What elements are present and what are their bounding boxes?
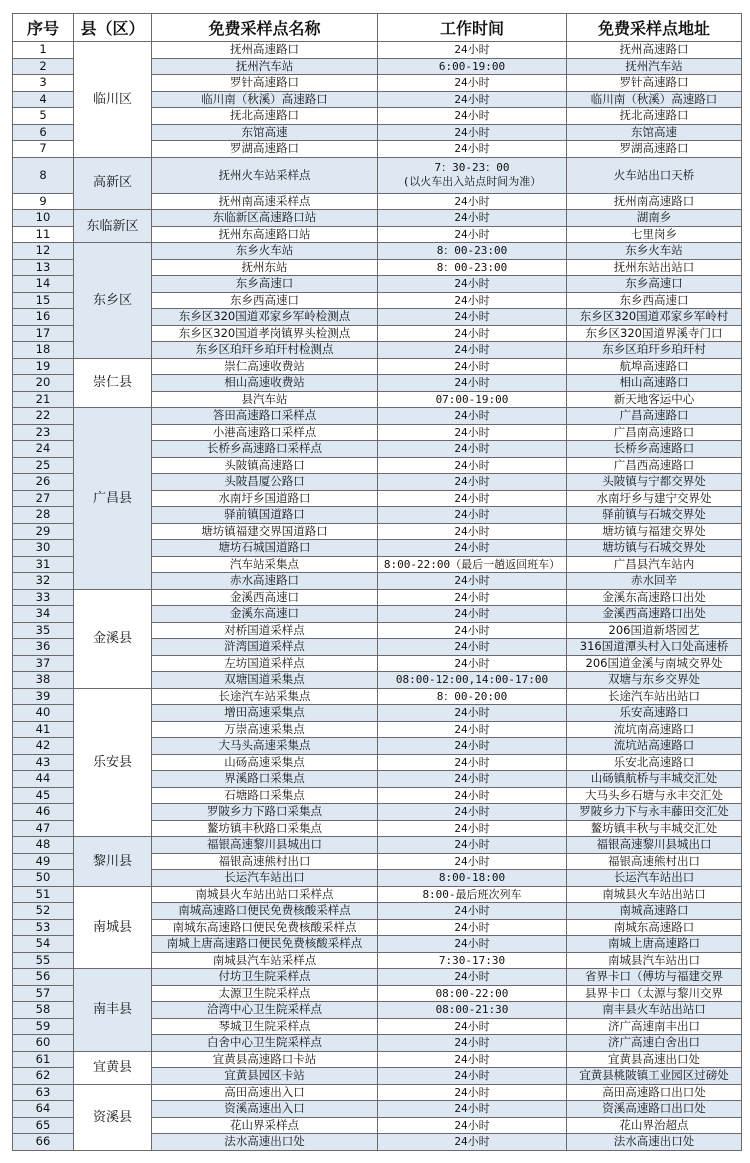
table-header-row (13, 14, 742, 42)
row-seq: 25 (13, 457, 74, 474)
row-seq: 26 (13, 474, 74, 491)
row-seq: 58 (13, 1002, 74, 1019)
site-name: 长途汽车站采集点 (152, 688, 378, 705)
site-name: 驿前镇国道路口 (152, 507, 378, 524)
site-name: 汽车站采集点 (152, 556, 378, 573)
work-time: 24小时 (378, 589, 567, 606)
work-time: 24小时 (378, 606, 567, 623)
site-address: 流坑站高速路口 (567, 738, 742, 755)
site-name: 高田高速出入口 (152, 1084, 378, 1101)
district-cell: 崇仁县 (74, 358, 152, 408)
site-name: 罗湖高速路口 (152, 141, 378, 158)
work-time: 8:00-22:00（最后一趟返回班车） (378, 556, 567, 573)
work-time: 24小时 (378, 804, 567, 821)
site-name: 金溪西高速口 (152, 589, 378, 606)
site-name: 花山界采样点 (152, 1117, 378, 1134)
table-row (13, 837, 742, 854)
site-address: 长桥乡高速路口 (567, 441, 742, 458)
work-time: 24小时 (378, 193, 567, 210)
row-seq: 47 (13, 820, 74, 837)
row-seq: 16 (13, 309, 74, 326)
table-row (13, 589, 742, 606)
row-seq: 53 (13, 919, 74, 936)
row-seq: 12 (13, 243, 74, 260)
site-address: 双塘与东乡交界处 (567, 672, 742, 689)
site-address: 流坑南高速路口 (567, 721, 742, 738)
work-time: 8：00-20:00 (378, 688, 567, 705)
site-name: 东乡区320国道邓家乡军岭检测点 (152, 309, 378, 326)
work-time: 7：30-23：00 (以火车出入站点时间为准） (378, 157, 567, 193)
row-seq: 48 (13, 837, 74, 854)
row-seq: 8 (13, 157, 74, 193)
site-name: 抚州南高速采样点 (152, 193, 378, 210)
work-time: 24小时 (378, 325, 567, 342)
row-seq: 66 (13, 1134, 74, 1151)
site-address: 塘坊镇与福建交界处 (567, 523, 742, 540)
site-name: 南城东高速路口便民免费核酸采样点 (152, 919, 378, 936)
table-row (13, 1084, 742, 1101)
row-seq: 34 (13, 606, 74, 623)
site-address: 航埠高速路口 (567, 358, 742, 375)
row-seq: 42 (13, 738, 74, 755)
district-cell: 金溪县 (74, 589, 152, 688)
header-seq: 序号 (13, 14, 74, 42)
site-name: 长桥乡高速路口采样点 (152, 441, 378, 458)
row-seq: 17 (13, 325, 74, 342)
site-name: 罗针高速路口 (152, 75, 378, 92)
work-time: 24小时 (378, 622, 567, 639)
district-cell: 乐安县 (74, 688, 152, 837)
table-row (13, 42, 742, 59)
site-address: 东乡区320国道邓家乡军岭村 (567, 309, 742, 326)
site-name: 对桥国道采样点 (152, 622, 378, 639)
work-time: 24小时 (378, 441, 567, 458)
site-name: 抚州东高速路口站 (152, 226, 378, 243)
work-time: 24小时 (378, 490, 567, 507)
row-seq: 14 (13, 276, 74, 293)
work-time: 24小时 (378, 358, 567, 375)
site-address: 长途汽车站出站口 (567, 688, 742, 705)
site-address: 大马头乡石塘与永丰交汇处 (567, 787, 742, 804)
sampling-sites-table (12, 13, 742, 1151)
site-address: 赤水回辛 (567, 573, 742, 590)
work-time: 24小时 (378, 1018, 567, 1035)
work-time: 24小时 (378, 507, 567, 524)
table-row (13, 358, 742, 375)
site-address: 广昌西高速路口 (567, 457, 742, 474)
site-address: 济广高速白舍出口 (567, 1035, 742, 1052)
table-row (13, 210, 742, 227)
work-time: 07:00-19:00 (378, 391, 567, 408)
row-seq: 60 (13, 1035, 74, 1052)
site-name: 东乡火车站 (152, 243, 378, 260)
row-seq: 43 (13, 754, 74, 771)
site-name: 大马头高速采集点 (152, 738, 378, 755)
site-name: 宜黄县高速路口卡站 (152, 1051, 378, 1068)
work-time: 24小时 (378, 474, 567, 491)
work-time: 24小时 (378, 721, 567, 738)
row-seq: 2 (13, 58, 74, 75)
work-time: 24小时 (378, 276, 567, 293)
work-time: 24小时 (378, 1068, 567, 1085)
district-cell: 宜黄县 (74, 1051, 152, 1084)
site-address: 宜黄县高速出口处 (567, 1051, 742, 1068)
work-time: 24小时 (378, 375, 567, 392)
row-seq: 50 (13, 870, 74, 887)
work-time: 24小时 (378, 457, 567, 474)
district-cell: 南丰县 (74, 969, 152, 1052)
site-name: 东馆高速 (152, 124, 378, 141)
site-name: 抚北高速路口 (152, 108, 378, 125)
row-seq: 38 (13, 672, 74, 689)
row-seq: 7 (13, 141, 74, 158)
site-address: 福银高速黎川县城出口 (567, 837, 742, 854)
table-row (13, 243, 742, 260)
work-time: 08:00-22:00 (378, 985, 567, 1002)
site-address: 塘坊镇与石城交界处 (567, 540, 742, 557)
row-seq: 37 (13, 655, 74, 672)
row-seq: 21 (13, 391, 74, 408)
work-time: 6:00-19:00 (378, 58, 567, 75)
work-time: 08:00-21:30 (378, 1002, 567, 1019)
work-time: 8：00-23:00 (378, 259, 567, 276)
row-seq: 32 (13, 573, 74, 590)
site-address: 鳌坊镇丰秋与丰城交汇处 (567, 820, 742, 837)
header-district: 县（区） (74, 14, 152, 42)
row-seq: 62 (13, 1068, 74, 1085)
site-name: 头陂镇高速路口 (152, 457, 378, 474)
district-cell: 广昌县 (74, 408, 152, 590)
site-address: 东乡区320国道界溪寺门口 (567, 325, 742, 342)
site-address: 乐安高速路口 (567, 705, 742, 722)
row-seq: 51 (13, 886, 74, 903)
site-name: 浒湾国道采样点 (152, 639, 378, 656)
work-time: 24小时 (378, 1134, 567, 1151)
site-address: 七里岗乡 (567, 226, 742, 243)
table-row (13, 157, 742, 193)
work-time: 24小时 (378, 408, 567, 425)
site-address: 省界卡口（傅坊与福建交界 (567, 969, 742, 986)
site-name: 洽湾中心卫生院采样点 (152, 1002, 378, 1019)
work-time: 24小时 (378, 705, 567, 722)
site-name: 东临新区高速路口站 (152, 210, 378, 227)
site-name: 头陂昌厦公路口 (152, 474, 378, 491)
work-time: 24小时 (378, 91, 567, 108)
work-time: 24小时 (378, 820, 567, 837)
site-name: 左坊国道采样点 (152, 655, 378, 672)
work-time: 24小时 (378, 936, 567, 953)
site-address: 东乡西高速口 (567, 292, 742, 309)
row-seq: 52 (13, 903, 74, 920)
row-seq: 61 (13, 1051, 74, 1068)
site-address: 头陂镇与宁都交界处 (567, 474, 742, 491)
row-seq: 45 (13, 787, 74, 804)
site-address: 抚州汽车站 (567, 58, 742, 75)
site-address: 罗陂乡力下与永丰藤田交汇处 (567, 804, 742, 821)
work-time: 24小时 (378, 639, 567, 656)
row-seq: 31 (13, 556, 74, 573)
row-seq: 27 (13, 490, 74, 507)
work-time: 24小时 (378, 342, 567, 359)
site-address: 福银高速熊村出口 (567, 853, 742, 870)
row-seq: 39 (13, 688, 74, 705)
site-address: 新天地客运中心 (567, 391, 742, 408)
header-name: 免费采样点名称 (152, 14, 378, 42)
work-time: 24小时 (378, 853, 567, 870)
site-address: 法水高速出口处 (567, 1134, 742, 1151)
site-name: 东乡高速口 (152, 276, 378, 293)
site-name: 白舍中心卫生院采样点 (152, 1035, 378, 1052)
site-name: 金溪东高速口 (152, 606, 378, 623)
district-cell: 东临新区 (74, 210, 152, 243)
work-time: 24小时 (378, 771, 567, 788)
row-seq: 24 (13, 441, 74, 458)
row-seq: 64 (13, 1101, 74, 1118)
site-name: 塘坊石城国道路口 (152, 540, 378, 557)
site-address: 高田高速路口出口处 (567, 1084, 742, 1101)
site-name: 抚州汽车站 (152, 58, 378, 75)
work-time: 24小时 (378, 124, 567, 141)
table-row (13, 969, 742, 986)
site-address: 抚州南高速路口 (567, 193, 742, 210)
row-seq: 59 (13, 1018, 74, 1035)
row-seq: 57 (13, 985, 74, 1002)
table-row (13, 1051, 742, 1068)
work-time: 24小时 (378, 655, 567, 672)
work-time: 24小时 (378, 540, 567, 557)
site-name: 长运汽车站出口 (152, 870, 378, 887)
site-name: 抚州高速路口 (152, 42, 378, 59)
row-seq: 46 (13, 804, 74, 821)
site-name: 资溪高速出入口 (152, 1101, 378, 1118)
row-seq: 36 (13, 639, 74, 656)
site-name: 南城上唐高速路口便民免费核酸采样点 (152, 936, 378, 953)
site-address: 乐安北高速路口 (567, 754, 742, 771)
site-name: 南城县汽车站采样点 (152, 952, 378, 969)
row-seq: 10 (13, 210, 74, 227)
row-seq: 4 (13, 91, 74, 108)
work-time: 8：00-23:00 (378, 243, 567, 260)
site-name: 法水高速出口处 (152, 1134, 378, 1151)
site-name: 福银高速熊村出口 (152, 853, 378, 870)
row-seq: 15 (13, 292, 74, 309)
row-seq: 30 (13, 540, 74, 557)
district-cell: 东乡区 (74, 243, 152, 359)
row-seq: 5 (13, 108, 74, 125)
header-time: 工作时间 (378, 14, 567, 42)
site-address: 东乡区珀玕乡珀玕村 (567, 342, 742, 359)
site-name: 抚州东站 (152, 259, 378, 276)
site-name: 抚州火车站采样点 (152, 157, 378, 193)
site-name: 增田高速采集点 (152, 705, 378, 722)
site-address: 广昌县汽车站内 (567, 556, 742, 573)
work-time: 8:00-18:00 (378, 870, 567, 887)
work-time: 7:30-17:30 (378, 952, 567, 969)
row-seq: 18 (13, 342, 74, 359)
site-address: 长运汽车站出口 (567, 870, 742, 887)
site-name: 宜黄县园区卡站 (152, 1068, 378, 1085)
work-time: 24小时 (378, 523, 567, 540)
work-time: 8:00-最后班次列车 (378, 886, 567, 903)
work-time: 24小时 (378, 309, 567, 326)
site-name: 南城县火车站出站口采样点 (152, 886, 378, 903)
site-name: 石塘路口采集点 (152, 787, 378, 804)
site-address: 抚州东站出站口 (567, 259, 742, 276)
site-address: 抚州高速路口 (567, 42, 742, 59)
row-seq: 49 (13, 853, 74, 870)
district-cell: 南城县 (74, 886, 152, 969)
site-address: 济广高速南丰出口 (567, 1018, 742, 1035)
row-seq: 20 (13, 375, 74, 392)
site-name: 相山高速收费站 (152, 375, 378, 392)
district-cell: 黎川县 (74, 837, 152, 887)
site-address: 广昌高速路口 (567, 408, 742, 425)
site-name: 崇仁高速收费站 (152, 358, 378, 375)
row-seq: 19 (13, 358, 74, 375)
site-address: 山砀镇航桥与丰城交汇处 (567, 771, 742, 788)
site-name: 罗陂乡力下路口采集点 (152, 804, 378, 821)
site-name: 琴城卫生院采样点 (152, 1018, 378, 1035)
work-time: 24小时 (378, 1051, 567, 1068)
site-address: 金溪东高速路口出处 (567, 589, 742, 606)
site-address: 花山界治超点 (567, 1117, 742, 1134)
site-address: 罗湖高速路口 (567, 141, 742, 158)
row-seq: 6 (13, 124, 74, 141)
site-name: 东乡区320国道孝岗镇界头检测点 (152, 325, 378, 342)
site-name: 双塘国道采集点 (152, 672, 378, 689)
work-time: 24小时 (378, 424, 567, 441)
site-address: 宜黄县桃陂镇工业园区过磅处 (567, 1068, 742, 1085)
work-time: 24小时 (378, 969, 567, 986)
row-seq: 65 (13, 1117, 74, 1134)
site-address: 罗针高速路口 (567, 75, 742, 92)
site-address: 水南圩乡与建宁交界处 (567, 490, 742, 507)
row-seq: 3 (13, 75, 74, 92)
row-seq: 40 (13, 705, 74, 722)
site-address: 南城高速路口 (567, 903, 742, 920)
site-address: 火车站出口天桥 (567, 157, 742, 193)
table-row (13, 688, 742, 705)
row-seq: 1 (13, 42, 74, 59)
site-address: 湖南乡 (567, 210, 742, 227)
site-name: 东乡区珀玕乡珀玕村检测点 (152, 342, 378, 359)
row-seq: 55 (13, 952, 74, 969)
work-time: 24小时 (378, 1101, 567, 1118)
row-seq: 41 (13, 721, 74, 738)
row-seq: 23 (13, 424, 74, 441)
work-time: 24小时 (378, 738, 567, 755)
site-address: 南城县汽车站出口 (567, 952, 742, 969)
site-name: 南城高速路口便民免费核酸采样点 (152, 903, 378, 920)
site-address: 206国道新塔园艺 (567, 622, 742, 639)
row-seq: 44 (13, 771, 74, 788)
site-address: 金溪西高速路口出处 (567, 606, 742, 623)
site-name: 山砀高速采集点 (152, 754, 378, 771)
work-time: 08:00-12:00,14:00-17:00 (378, 672, 567, 689)
work-time: 24小时 (378, 75, 567, 92)
work-time: 24小时 (378, 141, 567, 158)
row-seq: 28 (13, 507, 74, 524)
district-cell: 资溪县 (74, 1084, 152, 1150)
site-name: 付坊卫生院采样点 (152, 969, 378, 986)
district-cell: 临川区 (74, 42, 152, 158)
site-name: 赤水高速路口 (152, 573, 378, 590)
work-time: 24小时 (378, 903, 567, 920)
header-address: 免费采样点地址 (567, 14, 742, 42)
site-address: 临川南（秋溪）高速路口 (567, 91, 742, 108)
site-name: 水南圩乡国道路口 (152, 490, 378, 507)
row-seq: 13 (13, 259, 74, 276)
work-time: 24小时 (378, 1035, 567, 1052)
site-name: 东乡西高速口 (152, 292, 378, 309)
site-name: 万崇高速采集点 (152, 721, 378, 738)
site-address: 南城上唐高速路口 (567, 936, 742, 953)
row-seq: 9 (13, 193, 74, 210)
row-seq: 54 (13, 936, 74, 953)
site-address: 广昌南高速路口 (567, 424, 742, 441)
site-name: 答田高速路口采样点 (152, 408, 378, 425)
row-seq: 35 (13, 622, 74, 639)
work-time: 24小时 (378, 787, 567, 804)
row-seq: 22 (13, 408, 74, 425)
site-address: 东乡火车站 (567, 243, 742, 260)
row-seq: 63 (13, 1084, 74, 1101)
site-address: 驿前镇与石城交界处 (567, 507, 742, 524)
work-time: 24小时 (378, 292, 567, 309)
table-row (13, 408, 742, 425)
work-time: 24小时 (378, 1117, 567, 1134)
site-address: 东乡高速口 (567, 276, 742, 293)
row-seq: 29 (13, 523, 74, 540)
district-cell: 高新区 (74, 157, 152, 210)
site-name: 县汽车站 (152, 391, 378, 408)
row-seq: 56 (13, 969, 74, 986)
work-time: 24小时 (378, 210, 567, 227)
table-body (13, 42, 742, 1151)
site-address: 抚北高速路口 (567, 108, 742, 125)
work-time: 24小时 (378, 919, 567, 936)
site-address: 206国道金溪与南城交界处 (567, 655, 742, 672)
work-time: 24小时 (378, 837, 567, 854)
site-name: 小港高速路口采样点 (152, 424, 378, 441)
site-name: 塘坊镇福建交界国道路口 (152, 523, 378, 540)
site-name: 界溪路口采集点 (152, 771, 378, 788)
site-name: 临川南（秋溪）高速路口 (152, 91, 378, 108)
site-address: 资溪高速路口出口处 (567, 1101, 742, 1118)
site-name: 鳌坊镇丰秋路口采集点 (152, 820, 378, 837)
work-time: 24小时 (378, 226, 567, 243)
work-time: 24小时 (378, 754, 567, 771)
site-address: 东馆高速 (567, 124, 742, 141)
site-name: 太源卫生院采样点 (152, 985, 378, 1002)
table-row (13, 886, 742, 903)
site-address: 相山高速路口 (567, 375, 742, 392)
site-address: 南城县火车站出站口 (567, 886, 742, 903)
work-time: 24小时 (378, 573, 567, 590)
row-seq: 11 (13, 226, 74, 243)
work-time: 24小时 (378, 108, 567, 125)
site-address: 南城东高速路口 (567, 919, 742, 936)
site-name: 福银高速黎川县城出口 (152, 837, 378, 854)
work-time: 24小时 (378, 42, 567, 59)
site-address: 县界卡口（太源与黎川交界 (567, 985, 742, 1002)
site-address: 南丰县火车站出站口 (567, 1002, 742, 1019)
row-seq: 33 (13, 589, 74, 606)
work-time: 24小时 (378, 1084, 567, 1101)
site-address: 316国道潭头村入口处高速桥 (567, 639, 742, 656)
